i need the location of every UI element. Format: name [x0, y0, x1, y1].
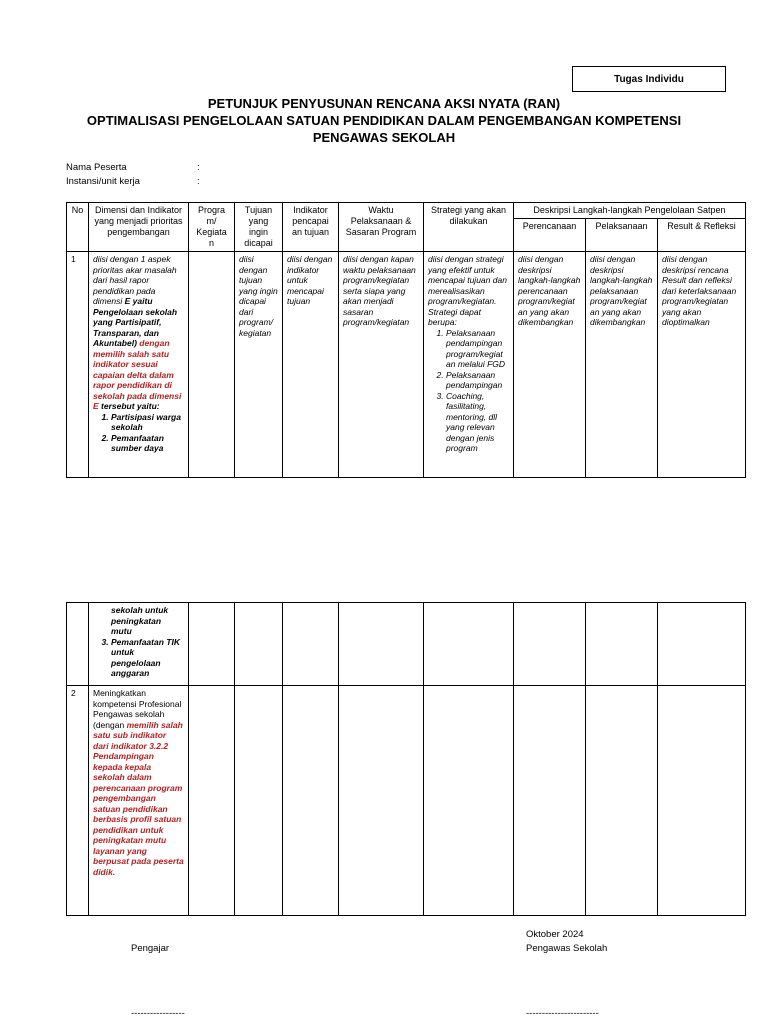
row2-result [658, 686, 746, 916]
header-no: No [67, 203, 89, 252]
list-item: 3. Coaching, fasilitating, mentoring, dll yang relevan dengan jenis program [446, 391, 509, 454]
nama-peserta-colon: : [197, 162, 200, 173]
row1-result: diisi dengan deskripsi rencana Result dan refleksi dari keterlaksanaan program/kegiatan yang akan dioptimalkan [658, 252, 746, 478]
header-result: Result & Refleksi [658, 219, 746, 252]
row1-dimensi [89, 252, 189, 478]
row1-program [189, 252, 235, 478]
ran-table-continued [66, 602, 746, 916]
row2-no: 2 [67, 686, 89, 916]
row1-pelaksanaan: diisi dengan deskripsi langkah-langkah pelaksanaan program/kegiat an yang akan dikembangkan [586, 252, 658, 478]
header-waktu: Waktu Pelaksanaan & Sasaran Program [339, 203, 424, 252]
header-row [67, 203, 746, 219]
row1-dim-a: diisi dengan 1 aspek prioritas akar masalah dari hasil rapor pendidikan pada dimensi [93, 254, 177, 306]
row1-strategi-text: diisi dengan strategi yang efektif untuk mencapai tujuan dan merealisasikan program/kegiatan. Strategi dapat berupa: [428, 254, 507, 327]
list-item: 3. Pemanfaatan TIK untuk pengelolaan anggaran [111, 637, 184, 679]
list-item: 2. Pemanfaatan sumber daya [111, 433, 184, 454]
instansi-colon: : [197, 176, 200, 187]
cont-result [658, 603, 746, 686]
signature-right-line: ----------------------- [526, 1008, 599, 1019]
cont-list [93, 637, 184, 679]
row1-strategi [424, 252, 514, 478]
header-deskripsi: Deskripsi Langkah-langkah Pengelolaan Satpen [514, 203, 746, 219]
header-strategi: Strategi yang akan dilakukan [424, 203, 514, 252]
row1-waktu: diisi dengan kapan waktu pelaksanaan program/kegiatan serta siapa yang akan menjadi sasaran program/kegiatan [339, 252, 424, 478]
row1-dim-b: E yaitu Pengelolaan sekolah yang Partisipatif, Transparan, dan Akuntabel) [93, 296, 178, 348]
signature-left-line: ----------------- [131, 1008, 185, 1019]
list-item: 1. Pelaksanaan pendampingan program/kegiat an melalui FGD [446, 328, 509, 370]
cont-dimensi [89, 603, 189, 686]
row1-dim-list [93, 412, 184, 454]
cont-program [189, 603, 235, 686]
row2-strategi [424, 686, 514, 916]
row2-text-a: Meningkatkan kompetensi Profesional Pengawas sekolah (dengan [93, 688, 182, 730]
row1-no: 1 [67, 252, 89, 478]
row2-program [189, 686, 235, 916]
table-row [67, 603, 746, 686]
header-dimensi: Dimensi dan Indikator yang menjadi prioritas pengembangan [89, 203, 189, 252]
cont-indikator [283, 603, 339, 686]
row1-dim-d: tersebut yaitu: [98, 401, 160, 411]
cont-item2-rest: sekolah untuk peningkatan mutu [111, 605, 169, 636]
instansi-label: Instansi/unit kerja [66, 176, 140, 187]
cont-pelaksanaan [586, 603, 658, 686]
row1-strategi-list [428, 328, 509, 454]
table-row [67, 252, 746, 478]
row2-pelaksanaan [586, 686, 658, 916]
cont-perencanaan [514, 603, 586, 686]
cont-no [67, 603, 89, 686]
cont-strategi [424, 603, 514, 686]
ran-table [66, 202, 746, 478]
title-line-2: OPTIMALISASI PENGELOLAAN SATUAN PENDIDIKAN DALAM PENGEMBANGAN KOMPETENSI [86, 113, 682, 128]
header-perencanaan: Perencanaan [514, 219, 586, 252]
row1-perencanaan: diisi dengan deskripsi langkah-langkah perencanaan program/kegiat an yang akan dikembangkan [514, 252, 586, 478]
cont-tujuan [235, 603, 283, 686]
header-pelaksanaan: Pelaksanaan [586, 219, 658, 252]
row2-tujuan [235, 686, 283, 916]
row2-waktu [339, 686, 424, 916]
table-row [67, 686, 746, 916]
header-program: Progra m/ Kegiata n [189, 203, 235, 252]
row1-indikator: diisi dengan indikator untuk mencapai tujuan [283, 252, 339, 478]
list-item: 1. Partisipasi warga sekolah [111, 412, 184, 433]
header-tujuan: Tujuan yang ingin dicapai [235, 203, 283, 252]
nama-peserta-label: Nama Peserta [66, 162, 127, 173]
row2-dimensi [89, 686, 189, 916]
row2-text-b: memilih salah satu sub indikator dari indikator 3.2.2 Pendampingan kepada kepala sekolah dalam perencanaan program pengembangan satuan pendidikan berbasis profil satuan pendidikan untuk peningkatan mutu layanan yang berpusat pada peserta didik. [93, 719, 184, 877]
tugas-individu-badge: Tugas Individu [572, 66, 726, 92]
signature-date: Oktober 2024 [526, 929, 584, 940]
row2-indikator [283, 686, 339, 916]
row1-tujuan: diisi dengan tujuan yang ingin dicapai dari program/ kegiatan [235, 252, 283, 478]
title-line-3: PENGAWAS SEKOLAH [312, 130, 456, 145]
cont-waktu [339, 603, 424, 686]
header-indikator: Indikator pencapai an tujuan [283, 203, 339, 252]
row2-perencanaan [514, 686, 586, 916]
title-line-1: PETUNJUK PENYUSUNAN RENCANA AKSI NYATA (RAN) [207, 96, 561, 111]
signature-left-label: Pengajar [131, 943, 170, 954]
signature-right-label: Pengawas Sekolah [526, 943, 608, 954]
row1-dim-c: dengan memilih salah satu indikator sesuai capaian delta dalam rapor pendidikan di sekolah pada dimensi E [93, 338, 182, 411]
list-item: 2. Pelaksanaan pendampingan [446, 370, 509, 391]
